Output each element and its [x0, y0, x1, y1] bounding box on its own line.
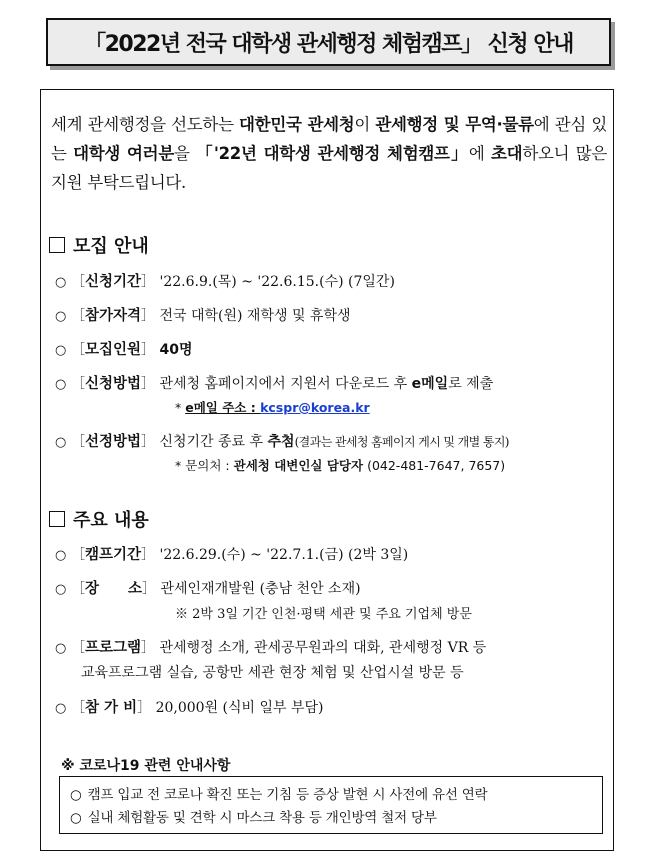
intro-bold: 대한민국 관세청: [239, 115, 355, 134]
item-value: 관세청 홈페이지에서 지원서 다운로드 후: [159, 376, 412, 392]
content-box: [40, 89, 614, 851]
bracket-open: ［: [71, 581, 85, 597]
bracket-open: ［: [71, 640, 85, 656]
intro-text: 을: [173, 144, 197, 163]
bracket-close: ］: [141, 640, 156, 656]
circle-bullet-icon: ○: [55, 343, 67, 358]
item-eligibility: [55, 304, 611, 325]
item-value: '22.6.9.(목) ~ '22.6.15.(수) (7일간): [159, 274, 395, 290]
place-note: ※ 2박 3일 기간 인천·평택 세관 및 주요 기업체 방문: [175, 607, 472, 622]
bracket-close: ］: [141, 342, 156, 358]
item-value: 전국 대학(원) 재학생 및 휴학생: [159, 308, 351, 324]
intro-text: 세계 관세행정을 선도하는: [51, 115, 240, 134]
intro-bold: 관세행정 및 무역·물류: [375, 115, 534, 134]
item-apply-method: [55, 372, 611, 393]
item-place: [55, 577, 611, 598]
item-value-bold: e메일: [411, 376, 449, 392]
intro-text: 이: [354, 115, 376, 134]
contact-label: 문의처 :: [185, 458, 234, 473]
item-label: 신청기간: [85, 274, 142, 290]
bracket-close: ］: [141, 434, 156, 450]
covid-line: [70, 783, 488, 803]
intro-text: 에 관심 있는: [51, 115, 607, 163]
circle-bullet-icon: ○: [55, 309, 67, 324]
item-label: 참 가 비: [85, 700, 138, 716]
item-value: 20,000원 (식비 일부 부담): [155, 700, 324, 716]
covid-line-text: 캠프 입교 전 코로나 확진 또는 기침 등 증상 발현 시 사전에 유선 연락: [87, 787, 488, 803]
bracket-open: ［: [71, 308, 85, 324]
bracket-open: ［: [71, 342, 85, 358]
contact-note: [175, 456, 505, 474]
circle-bullet-icon: ○: [55, 275, 67, 290]
item-fee: [55, 696, 611, 717]
item-label: 신청방법: [85, 376, 142, 392]
email-note: [175, 398, 370, 416]
checkbox-square-icon: [49, 511, 65, 527]
checkbox-square-icon: [49, 237, 65, 253]
bracket-open: ［: [71, 700, 85, 716]
item-label: 캠프기간: [85, 547, 142, 563]
item-label: 장 소: [85, 581, 143, 597]
covid-line-text: 실내 체험활동 및 견학 시 마스크 착용 등 개인방역 철저 당부: [87, 810, 437, 826]
intro-text: 하오니 많은 지원 부탁드립니다.: [51, 144, 608, 192]
intro-bold: 대학생 여러분: [73, 144, 174, 163]
contact-phone: (042-481-7647, 7657): [363, 458, 506, 473]
item-selection: [55, 430, 611, 451]
item-value: 관세행정 소개, 관세공무원과의 대화, 관세행정 VR 등: [159, 640, 487, 656]
page-title: 「2022년 전국 대학생 관세행정 체험캠프」 신청 안내: [46, 18, 611, 66]
item-program: [55, 636, 611, 657]
circle-bullet-icon: ○: [55, 582, 67, 597]
bracket-open: ［: [71, 376, 85, 392]
bracket-close: ］: [141, 274, 156, 290]
intro-bold: 「'22년 대학생 관세행정 체험캠프」: [196, 144, 469, 163]
circle-bullet-icon: ○: [55, 701, 67, 716]
item-label: 모집인원: [85, 342, 142, 358]
section-recruit-heading: [49, 232, 149, 258]
bracket-close: ］: [141, 376, 156, 392]
item-capacity: [55, 338, 611, 359]
bracket-open: ［: [71, 434, 85, 450]
covid-notice-box: [59, 776, 603, 834]
item-value: 관세인재개발원 (충남 천안 소재): [160, 581, 361, 597]
item-value-note: (결과는 관세청 홈페이지 게시 및 개별 통지): [294, 435, 509, 449]
section-content-heading: [49, 506, 149, 532]
section-heading-text: 주요 내용: [73, 510, 149, 531]
email-link[interactable]: kcspr@korea.kr: [260, 400, 370, 415]
bracket-open: ［: [71, 274, 85, 290]
item-value: 40명: [159, 342, 193, 358]
bracket-open: ［: [71, 547, 85, 563]
intro-bold: 초대: [491, 144, 523, 163]
asterisk-icon: *: [175, 400, 182, 415]
item-value: 로 제출: [448, 376, 494, 392]
circle-bullet-icon: ○: [55, 548, 67, 563]
intro-paragraph: [51, 110, 607, 197]
contact-name: 관세청 대변인실 담당자: [233, 458, 364, 473]
item-label: 선정방법: [85, 434, 142, 450]
circle-bullet-icon: ○: [55, 641, 67, 656]
covid-line: [70, 806, 437, 826]
circle-bullet-icon: ○: [55, 435, 67, 450]
circle-bullet-icon: ○: [70, 810, 82, 826]
item-value-bold: 추첨: [267, 434, 295, 450]
bracket-close: ］: [137, 700, 152, 716]
intro-text: 에: [468, 144, 492, 163]
circle-bullet-icon: ○: [70, 787, 82, 803]
program-continued: 교육프로그램 실습, 공항만 세관 현장 체험 및 산업시설 방문 등: [81, 665, 464, 681]
item-label: 프로그램: [85, 640, 142, 656]
circle-bullet-icon: ○: [55, 377, 67, 392]
section-heading-text: 모집 안내: [73, 236, 149, 257]
item-camp-period: [55, 543, 611, 564]
email-label: e메일 주소 :: [185, 400, 261, 415]
item-value: '22.6.29.(수) ~ '22.7.1.(금) (2박 3일): [159, 547, 409, 563]
covid-heading: ※ 코로나19 관련 안내사항: [61, 758, 231, 774]
bracket-close: ］: [141, 547, 156, 563]
title-banner: [46, 18, 611, 66]
bracket-close: ］: [142, 581, 157, 597]
item-label: 참가자격: [85, 308, 142, 324]
item-value: 신청기간 종료 후: [159, 434, 268, 450]
item-apply-period: [55, 270, 611, 291]
bracket-close: ］: [141, 308, 156, 324]
asterisk-icon: *: [175, 458, 182, 473]
